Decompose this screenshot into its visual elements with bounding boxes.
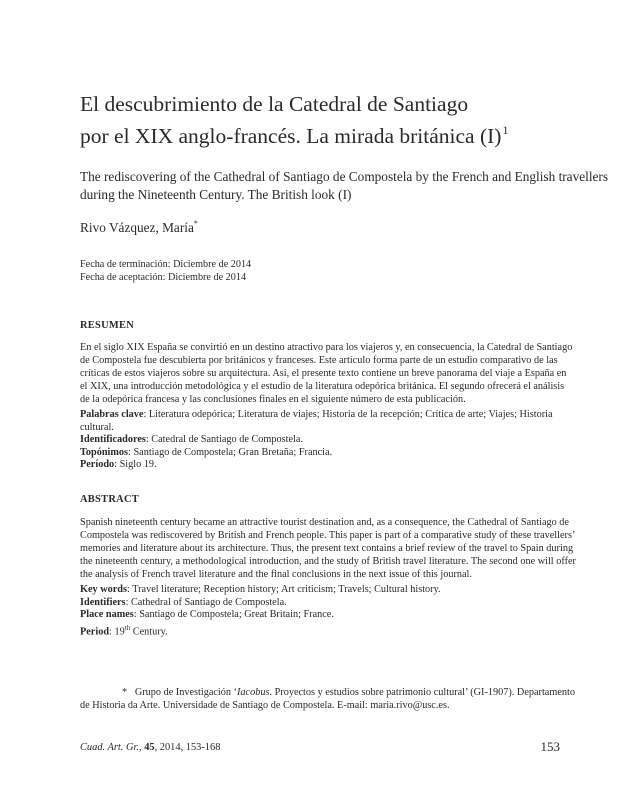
identificadores-label: Identificadores — [80, 434, 146, 445]
periodo: Período: Siglo 19. — [80, 459, 157, 470]
toponimos-label: Topónimos — [80, 446, 129, 458]
periodo-label: Período — [80, 459, 115, 470]
article-title — [80, 91, 560, 149]
palabras-clave-label: Palabras clave — [80, 409, 144, 420]
title-line-1: El descubrimiento de la Catedral de Santiago — [80, 92, 469, 116]
title-footnote-mark[interactable]: 1 — [502, 123, 509, 137]
abstract-line: memories and literature about its architecture. Thus, the present text contains a brief review of the travel to Spain during — [80, 543, 574, 555]
abstract-line: the nineteenth century, a methodological introduction, and the study of British travel literature. The second one will offer — [80, 556, 576, 568]
footnote-line-1: * Grupo de Investigación ‘Iacobus. Proyectos y estudios sobre patrimonio cultural’ (GI-1907). Departamento — [122, 687, 575, 698]
journal-name: Cuad. Art. Gr. — [80, 742, 139, 753]
period: Period: 19th Century. — [80, 623, 168, 637]
abstract-body — [80, 516, 576, 581]
english-title-line-1: The rediscovering of the Cathedral of Santiago de Compostela by the French and English travellers — [80, 169, 609, 184]
title-line-2: por el XIX anglo-francés. La mirada británica $(I)^1$ — [80, 123, 509, 148]
resumen-line: de Compostela fue descubierta por británicos y franceses. Este artículo forma parte de un estudio comparativo de las — [80, 355, 558, 367]
palabras-clave-continued: cultural. — [80, 421, 114, 433]
author-name: Rivo Vázquez, María — [80, 220, 194, 235]
footnote — [80, 686, 575, 712]
identifiers-label: Identifiers — [80, 596, 126, 608]
place-names: Place names: Santiago de Compostela; Great Britain; France. — [80, 609, 334, 620]
english-title-line-2: during the Nineteenth Century. The British look (I) — [80, 187, 352, 202]
resumen-body — [80, 341, 573, 406]
place-names-label: Place names — [80, 609, 134, 620]
resumen-line: En el siglo XIX España se convirtió en un destino atractivo para los viajeros y, en consecuencia, la Catedral de Santiago — [80, 342, 573, 353]
abstract-keywords — [80, 584, 566, 638]
journal-volume: 45 — [144, 742, 155, 753]
toponimos: Topónimos: Santiago de Compostela; Gran Bretaña; Francia. — [80, 446, 333, 458]
page-number: 153 — [540, 739, 560, 754]
abstract-line: Spanish nineteenth century became an attractive tourist destination and, as a consequence, the Cathedral of Santiago de — [80, 517, 569, 528]
resumen-line: de la odepórica francesa y las conclusiones finales en el siguiente número de esta publicación. — [80, 394, 466, 406]
abstract-line: the analysis of French travel literature and the final conclusions in the next issue of this journal. — [80, 569, 472, 581]
identifiers: Identifiers: Cathedral of Santiago de Compostela. — [80, 596, 287, 608]
resumen-heading: RESUMEN — [80, 320, 135, 331]
author — [80, 219, 198, 236]
author-footnote-mark[interactable]: * — [193, 219, 198, 228]
key-words-label: Key words — [80, 584, 127, 595]
journal-citation: Cuad. Art. Gr., 45, 2014, 153-168 — [80, 742, 221, 753]
palabras-clave: Palabras clave: Literatura odepórica; Literatura de viajes; Historia de la recepción; Crítica de arte; Viajes; Historia — [80, 409, 553, 420]
footnote-line-2: de Historia da Arte. Universidade de Santiago de Compostela. E-mail: maria.rivo@usc.es. — [80, 700, 450, 711]
period-label: Period — [80, 625, 110, 637]
key-words: Key words: Travel literature; Reception history; Art criticism; Travels; Cultural history. — [80, 584, 441, 595]
acceptance-date: Fecha de aceptación: Diciembre de 2014 — [80, 271, 247, 283]
english-title — [80, 168, 609, 204]
abstract-line: Compostela was rediscovered by British and French people. This paper is part of a comparative study of these travellers’ — [80, 530, 576, 542]
resumen-keywords — [80, 409, 566, 472]
resumen-line: el XIX, una introducción metodológica y el estudio de la literatura odepórica británica. El segundo ofrecerá el análisis — [80, 381, 565, 393]
identificadores: Identificadores: Catedral de Santiago de Compostela. — [80, 434, 304, 445]
submission-dates — [80, 259, 251, 284]
completion-date: Fecha de terminación: Diciembre de 2014 — [80, 259, 252, 270]
abstract-heading: ABSTRACT — [80, 494, 139, 505]
footnote-mark: * — [122, 687, 128, 698]
resumen-line: críticas de estos viajeros sobre su arquitectura. Así, el presente texto contiene un breve panorama del viaje a España en — [80, 368, 567, 380]
